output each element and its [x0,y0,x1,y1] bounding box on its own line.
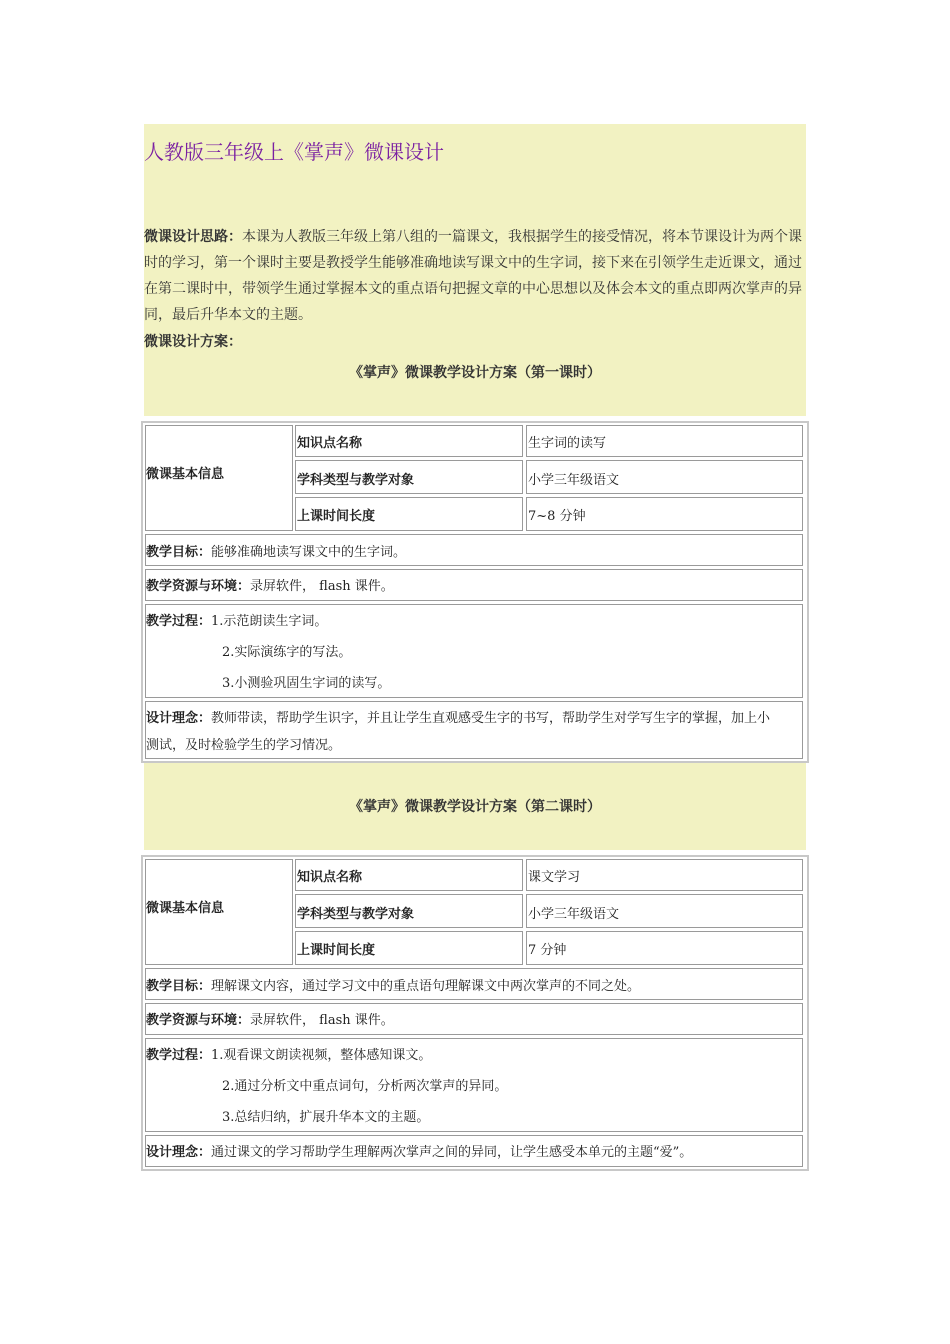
idea-text: 通过课文的学习帮助学生理解两次掌声之间的异同，让学生感受本单元的主题“爱”。 [211,1145,693,1160]
process-step: 2.实际演练字的写法。 [222,645,352,660]
process-step: 3.总结归纳，扩展升华本文的主题。 [222,1110,430,1125]
process-label: 教学过程： [146,614,212,629]
info-value-cell [526,859,803,891]
info-value-cell [526,931,803,965]
info-value-cell [526,425,803,457]
process-label: 教学过程： [146,1048,212,1063]
lesson2-table [141,855,809,1171]
design-idea-paragraph [144,224,806,328]
lesson1-table [141,421,809,763]
lesson2-heading: 《掌声》微课教学设计方案（第二课时） [349,799,601,815]
basic-info-cell [145,859,293,965]
info-label-cell [295,425,523,457]
idea-label: 设计理念： [146,711,212,726]
info-label-cell [295,894,523,928]
basic-info-cell [145,425,293,531]
goal-row [145,534,803,566]
process-step: 2.通过分析文中重点词句，分析两次掌声的异同。 [222,1079,508,1094]
resource-text: 录屏软件， flash 课件。 [250,579,394,594]
info-value-cell [526,497,803,531]
idea-text: 测试，及时检验学生的学习情况。 [146,738,342,753]
idea-row [145,701,803,759]
design-idea-text: 本课为人教版三年级上第八组的一篇课文，我根据学生的接受情况，将本节课设计为两个课时的学习，第一个课时主要是教授学生能够准确地读写课文中的生字词，接下来在引领学生走近课文，通过在第二课时中，带领学生通过掌握本文的重点语句把握文章的中心思想以及体会本文的重点即两次掌声的异同，最后升华本文的主题。 [144,229,802,323]
goal-label: 教学目标： [146,545,212,560]
info-value: 7~8 分钟 [528,509,586,524]
goal-text: 能够准确地读写课文中的生字词。 [211,545,407,560]
process-step: 3.小测验巩固生字词的读写。 [222,676,391,691]
goal-text: 理解课文内容，通过学习文中的重点语句理解课文中两次掌声的不同之处。 [211,979,641,994]
info-value: 7 分钟 [528,943,567,958]
basic-info-label: 微课基本信息 [146,901,225,916]
info-label: 学科类型与教学对象 [297,907,415,922]
resource-row [145,1003,803,1035]
info-label-cell [295,859,523,891]
basic-info-label: 微课基本信息 [146,467,225,482]
resource-label: 教学资源与环境： [146,1013,251,1028]
info-value-cell [526,460,803,494]
info-label: 知识点名称 [297,436,363,451]
resource-text: 录屏软件， flash 课件。 [250,1013,394,1028]
lesson1-heading: 《掌声》微课教学设计方案（第一课时） [349,365,601,381]
resource-label: 教学资源与环境： [146,579,251,594]
process-step: 1.示范朗读生字词。 [211,614,328,629]
info-label: 学科类型与教学对象 [297,473,415,488]
info-value-cell [526,894,803,928]
info-label: 上课时间长度 [297,943,376,958]
page-title: 人教版三年级上《掌声》微课设计 [144,140,444,164]
idea-row [145,1135,803,1167]
info-label: 知识点名称 [297,870,363,885]
idea-text: 教师带读，帮助学生识字，并且让学生直观感受生字的书写，帮助学生对学写生字的掌握，加上小 [211,711,771,726]
plan-label: 微课设计方案： [144,334,242,350]
info-label-cell [295,931,523,965]
info-label-cell [295,497,523,531]
idea-label: 设计理念： [146,1145,212,1160]
resource-row [145,569,803,601]
info-value: 小学三年级语文 [528,907,620,922]
info-value: 课文学习 [528,870,581,885]
info-value: 小学三年级语文 [528,473,620,488]
process-row [145,1038,803,1132]
goal-row [145,968,803,1000]
goal-label: 教学目标： [146,979,212,994]
info-label: 上课时间长度 [297,509,376,524]
info-value: 生字词的读写 [528,436,607,451]
design-idea-label: 微课设计思路： [144,229,242,245]
process-row [145,604,803,698]
process-step: 1.观看课文朗读视频，整体感知课文。 [211,1048,432,1063]
info-label-cell [295,460,523,494]
